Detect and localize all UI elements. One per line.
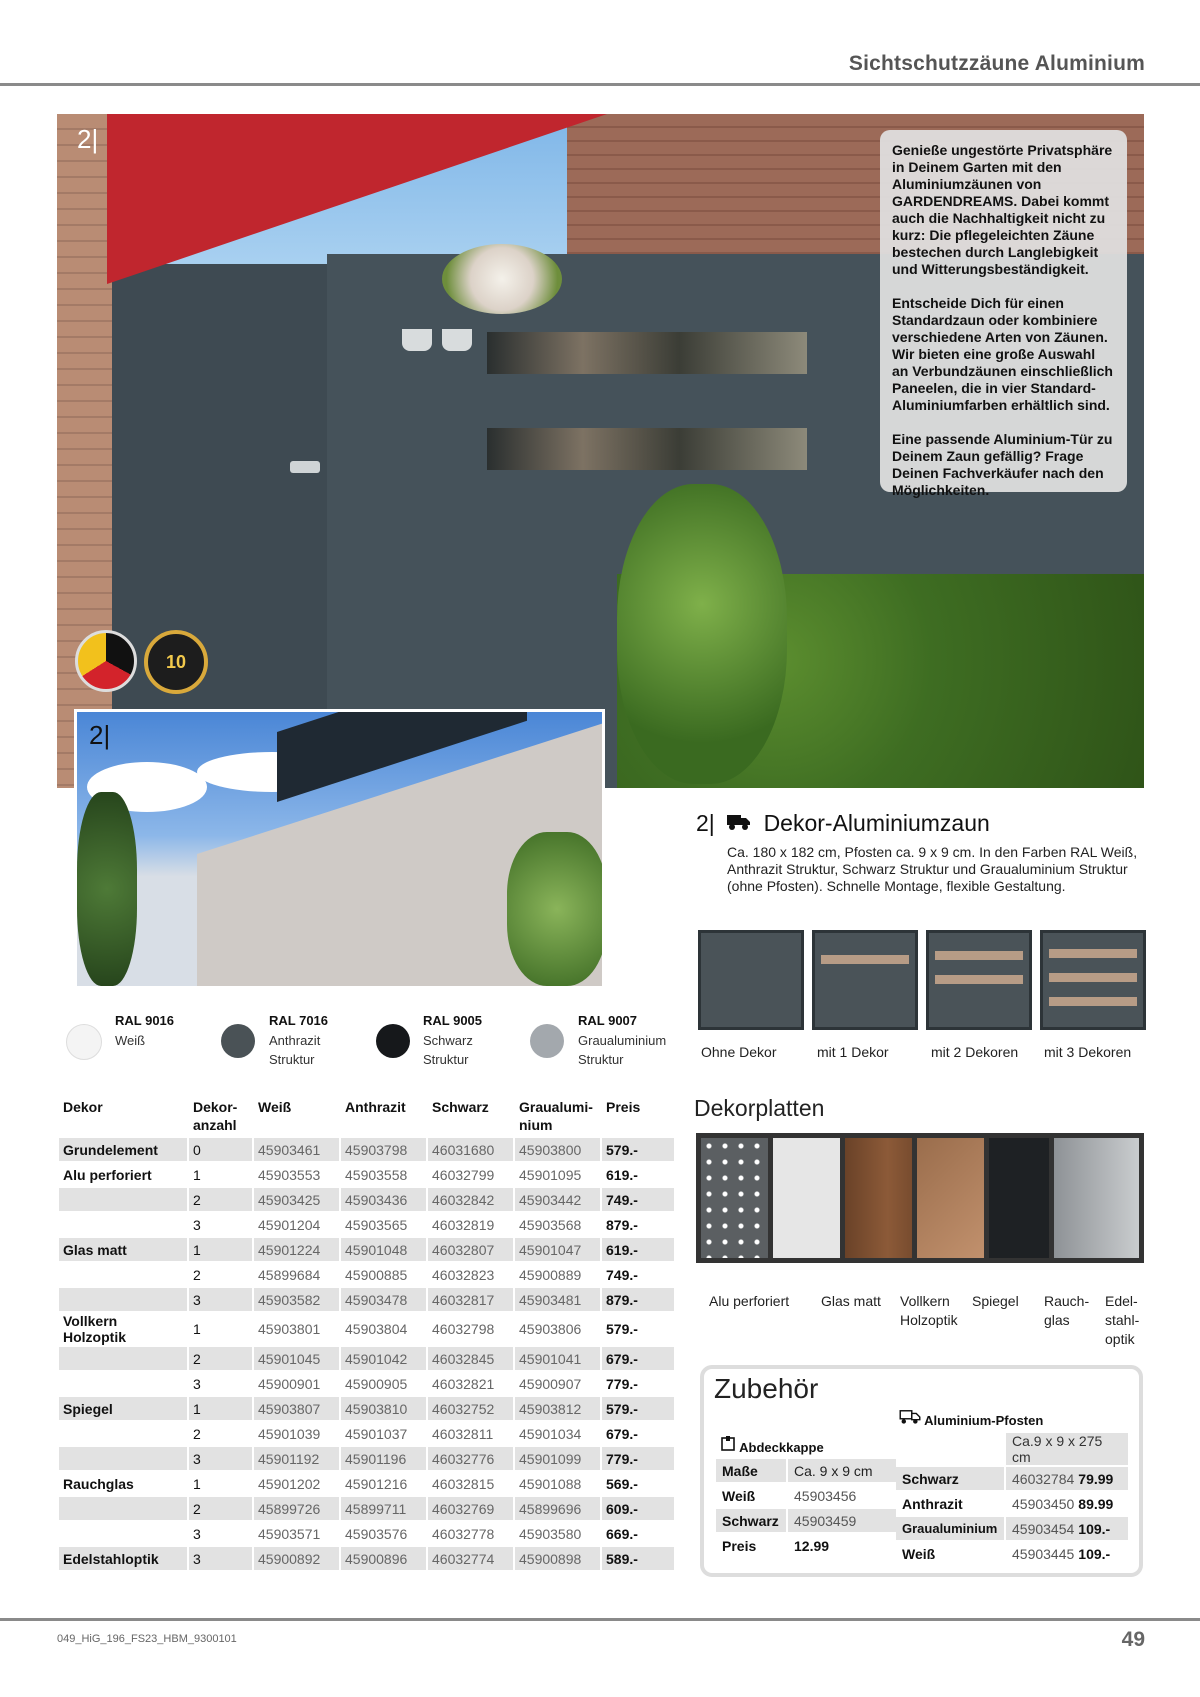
abdeckkappe-key: Schwarz — [716, 1509, 786, 1532]
abdeckkappe-row — [716, 1484, 896, 1507]
cell-schwarz: 46032774 — [428, 1547, 513, 1570]
dekor-thumb-1 — [812, 930, 918, 1030]
cell-schwarz: 46032817 — [428, 1288, 513, 1311]
cell-graualuminium: 45899696 — [515, 1497, 600, 1520]
cell-schwarz: 46032798 — [432, 1321, 495, 1337]
cell-schwarz: 46032845 — [428, 1347, 513, 1370]
cell-anzahl: 1 — [189, 1397, 252, 1420]
made-in-germany-badge — [75, 630, 137, 692]
col-preis: Preis — [606, 1099, 641, 1115]
cell-dekor: Alu perforiert — [63, 1166, 152, 1183]
cell-weiss: 45903571 — [258, 1525, 321, 1542]
dekorplatte-label: Spiegel — [972, 1293, 1019, 1309]
col-graualuminium: Graualumi- nium — [519, 1099, 593, 1133]
cell-anzahl: 0 — [189, 1138, 252, 1161]
abdeckkappe-row — [716, 1459, 896, 1482]
cell-preis: 779.- — [606, 1375, 638, 1392]
cell-preis: 779.- — [602, 1447, 674, 1470]
cell-preis: 879.- — [602, 1288, 674, 1311]
cell-dekor: Edelstahloptik — [59, 1547, 187, 1570]
cell-schwarz: 46032752 — [428, 1397, 513, 1420]
info-paragraph: Genieße ungestörte Privatsphäre in Deinem Garten mit den Aluminiumzäunen von GARDENDREAMS. Dabei kommt auch die Nachhaltigkeit nicht zu kurz: Die pflegeleichten Zäune bestechen durch Langlebigkeit und Witterungsbeständigkeit. — [892, 142, 1113, 277]
abdeckkappe-table — [714, 1457, 898, 1559]
door-handle — [290, 461, 320, 473]
cell-weiss: 45899726 — [254, 1497, 339, 1520]
cell-anthrazit: 45903576 — [345, 1525, 408, 1542]
cell-anzahl: 3 — [189, 1288, 252, 1311]
dekor-label: mit 1 Dekor — [817, 1044, 889, 1060]
cell-preis: 679.- — [606, 1425, 638, 1442]
dekor-stripe — [1049, 997, 1137, 1006]
swatch-ral-9005 — [376, 1024, 410, 1058]
cell-graualuminium: 45903800 — [515, 1138, 600, 1161]
pfosten-heading: Aluminium-Pfosten — [899, 1409, 1043, 1428]
cell-anthrazit: 45900885 — [345, 1266, 408, 1283]
cell-anthrazit: 45903565 — [345, 1216, 408, 1233]
dekorplatte-label: Glas matt — [821, 1293, 881, 1309]
cell-anthrazit: 45901037 — [345, 1425, 408, 1442]
cell-graualuminium: 45903580 — [519, 1525, 582, 1542]
table-row — [59, 1397, 674, 1420]
flower-pot — [442, 329, 472, 351]
table-row — [59, 1263, 674, 1286]
cell-schwarz: 46032778 — [432, 1525, 495, 1542]
cell-preis: 669.- — [606, 1525, 638, 1542]
dekor-label: Ohne Dekor — [701, 1044, 777, 1060]
dekor-stripe — [1049, 949, 1137, 958]
truck-icon — [727, 810, 751, 837]
cell-dekor: Grundelement — [59, 1138, 187, 1161]
cell-preis: 609.- — [602, 1497, 674, 1520]
cell-anthrazit: 45901196 — [341, 1447, 426, 1470]
pfosten-color: Weiß — [902, 1545, 936, 1562]
info-box — [880, 130, 1127, 498]
table-row — [59, 1547, 674, 1570]
cell-preis: 749.- — [606, 1266, 638, 1283]
cell-graualuminium: 45903568 — [519, 1216, 582, 1233]
cell-weiss: 45899684 — [258, 1266, 321, 1283]
cell-schwarz: 46032811 — [432, 1425, 494, 1442]
dekor-thumb-0 — [698, 930, 804, 1030]
ral-code: RAL 9016 — [115, 1013, 175, 1028]
dekor-label: mit 3 Dekoren — [1044, 1044, 1132, 1060]
pfosten-article: 45903450 — [1012, 1495, 1075, 1512]
cell-schwarz: 46032799 — [432, 1166, 495, 1183]
cell-graualuminium: 45903442 — [515, 1188, 600, 1211]
dekor-stripe — [935, 951, 1023, 960]
page-number: 49 — [1121, 1628, 1145, 1651]
fence-slot — [487, 428, 807, 470]
abdeckkappe-value: 45903459 — [788, 1509, 896, 1532]
abdeckkappe-key: Maße — [716, 1459, 786, 1482]
cell-schwarz: 46032842 — [428, 1188, 513, 1211]
table-row — [59, 1497, 674, 1520]
pfosten-row — [896, 1467, 1128, 1490]
swatch-ral-7016 — [221, 1024, 255, 1058]
table-row — [59, 1163, 674, 1186]
abdeckkappe-value: Ca. 9 x 9 cm — [788, 1459, 896, 1482]
inset-label: 2| — [89, 720, 111, 750]
hero-label: 2| — [77, 124, 99, 154]
abdeckkappe-value: 45903456 — [794, 1487, 857, 1504]
cell-weiss: 45900901 — [258, 1375, 321, 1392]
cell-anzahl: 3 — [189, 1547, 252, 1570]
cell-dekor: Rauchglas — [63, 1475, 134, 1492]
cell-anzahl: 3 — [193, 1216, 201, 1233]
pfosten-value — [1006, 1492, 1128, 1515]
cell-weiss: 45901045 — [254, 1347, 339, 1370]
cell-weiss: 45903582 — [254, 1288, 339, 1311]
table-row — [59, 1138, 674, 1161]
cell-preis: 579.- — [602, 1397, 674, 1420]
cell-graualuminium: 45901088 — [519, 1475, 582, 1492]
cell-anzahl: 1 — [193, 1166, 201, 1183]
pfosten-row — [896, 1492, 1128, 1515]
cell-graualuminium: 45901047 — [515, 1238, 600, 1261]
cell-anthrazit: 45903804 — [345, 1321, 408, 1337]
abdeckkappe-row — [716, 1509, 896, 1532]
cell-schwarz: 46032807 — [428, 1238, 513, 1261]
pfosten-value — [1006, 1517, 1128, 1540]
pfosten-price: 79.99 — [1078, 1470, 1114, 1487]
pfosten-size-row — [896, 1433, 1128, 1465]
cell-schwarz: 46032769 — [428, 1497, 513, 1520]
cell-anzahl: 3 — [193, 1525, 201, 1542]
cell-graualuminium: 45903806 — [519, 1321, 582, 1337]
cell-anthrazit: 45903478 — [341, 1288, 426, 1311]
table-row — [59, 1313, 674, 1345]
cell-anzahl: 1 — [193, 1475, 201, 1492]
cell-graualuminium: 45901041 — [515, 1347, 600, 1370]
cell-graualuminium: 45903812 — [515, 1397, 600, 1420]
cell-anthrazit: 45903798 — [341, 1138, 426, 1161]
cell-weiss: 45901224 — [254, 1238, 339, 1261]
cell-anthrazit: 45903558 — [345, 1166, 408, 1183]
cell-anzahl: 1 — [193, 1321, 201, 1337]
pfosten-value — [1006, 1542, 1128, 1565]
cell-weiss: 45903807 — [254, 1397, 339, 1420]
ral-code: RAL 9005 — [423, 1013, 483, 1028]
cell-dekor — [59, 1422, 187, 1445]
plant — [507, 832, 605, 986]
cell-preis: 879.- — [606, 1216, 638, 1233]
table-row — [59, 1522, 674, 1545]
abdeckkappe-value: 12.99 — [794, 1537, 830, 1554]
inset-photo — [74, 709, 605, 989]
cap-icon — [720, 1440, 736, 1455]
cell-graualuminium: 45903481 — [515, 1288, 600, 1311]
cell-anthrazit: 45900896 — [341, 1547, 426, 1570]
cell-dekor — [59, 1447, 187, 1470]
flower-pot-plants — [442, 244, 562, 314]
product-description: Ca. 180 x 182 cm, Pfosten ca. 9 x 9 cm. In den Farben RAL Weiß, Anthrazit Struktur, Schwarz Struktur und Graualuminium Struktur (ohne Pfosten). Schnelle Montage, flexible Gestaltung. — [727, 844, 1138, 894]
header-rule — [0, 83, 1200, 86]
cell-anthrazit: 45899711 — [341, 1497, 426, 1520]
dekorplatte-label: Alu perforiert — [709, 1293, 790, 1309]
product-number: 2| — [696, 810, 715, 836]
cell-weiss: 45903801 — [258, 1321, 321, 1337]
dekor-label: mit 2 Dekoren — [931, 1044, 1019, 1060]
abdeckkappe-key: Weiß — [722, 1487, 756, 1504]
cell-anzahl: 3 — [189, 1447, 252, 1470]
cell-schwarz: 46032823 — [432, 1266, 495, 1283]
col-weiss: Weiß — [258, 1099, 292, 1115]
cell-anthrazit: 45900905 — [345, 1375, 408, 1392]
cell-schwarz: 46032819 — [432, 1216, 495, 1233]
pfosten-row — [896, 1517, 1128, 1540]
dekor-thumb-2 — [926, 930, 1032, 1030]
ral-name: Anthrazit Struktur — [269, 1033, 321, 1067]
product-title: Dekor-Aluminiumzaun — [763, 810, 990, 836]
tree — [77, 792, 137, 986]
dekor-stripe — [1049, 973, 1137, 982]
table-header-row — [59, 1096, 674, 1136]
cell-dekor — [59, 1213, 187, 1236]
cell-dekor: Spiegel — [59, 1397, 187, 1420]
table-row — [59, 1347, 674, 1370]
cell-graualuminium: 45900907 — [519, 1375, 582, 1392]
pfosten-color: Graualuminium — [896, 1517, 1004, 1540]
abdeckkappe-heading: Abdeckkappe — [720, 1436, 824, 1455]
col-schwarz: Schwarz — [432, 1099, 489, 1115]
cell-weiss: 45901039 — [258, 1425, 321, 1442]
cell-graualuminium: 45901034 — [519, 1425, 582, 1442]
abdeckkappe-row — [716, 1534, 896, 1557]
dekor-stripe — [821, 955, 909, 964]
footer-rule — [0, 1618, 1200, 1621]
cell-preis: 589.- — [602, 1547, 674, 1570]
dekor-stripe — [935, 975, 1023, 984]
cell-schwarz: 46032821 — [432, 1375, 495, 1392]
cell-dekor — [59, 1497, 187, 1520]
ral-name: Schwarz Struktur — [423, 1033, 473, 1067]
dekorplatte-label: Vollkern Holzoptik — [900, 1293, 958, 1328]
cell-preis: 679.- — [602, 1347, 674, 1370]
cell-schwarz: 46032815 — [432, 1475, 495, 1492]
truck-icon — [899, 1413, 921, 1428]
warranty-badge: 10 — [144, 630, 208, 694]
cell-anthrazit: 45903810 — [341, 1397, 426, 1420]
cell-dekor — [59, 1288, 187, 1311]
pfosten-price: 109.- — [1078, 1545, 1111, 1562]
ral-name: Graualuminium Struktur — [578, 1033, 667, 1067]
cell-anzahl: 2 — [189, 1347, 252, 1370]
cell-anzahl: 2 — [189, 1497, 252, 1520]
pfosten-value — [1006, 1467, 1128, 1490]
cell-dekor: Vollkern Holzoptik — [63, 1313, 126, 1345]
cell-weiss: 45903461 — [254, 1138, 339, 1161]
info-paragraph: Entscheide Dich für einen Standardzaun oder kombiniere verschiedene Arten von Zäunen. Wir bieten eine große Auswahl an Verbundzäunen einschließlich Paneelen, die in vier Standard-Aluminiumfarben erhältlich sind. — [892, 295, 1113, 413]
pfosten-article: 45903445 — [1012, 1545, 1075, 1562]
pfosten-table — [894, 1431, 1130, 1567]
cell-anzahl: 2 — [193, 1425, 201, 1442]
price-table — [57, 1094, 676, 1572]
pfosten-size: Ca.9 x 9 x 275 cm — [1006, 1433, 1128, 1465]
cell-preis: 619.- — [606, 1166, 638, 1183]
garden-bush — [617, 484, 787, 784]
cell-schwarz: 46032776 — [428, 1447, 513, 1470]
cell-graualuminium: 45901095 — [519, 1166, 582, 1183]
cell-graualuminium: 45900889 — [519, 1266, 582, 1283]
table-row — [59, 1238, 674, 1261]
cell-dekor — [59, 1263, 187, 1286]
info-paragraph: Eine passende Aluminium-Tür zu Deinem Zaun gefällig? Frage Deinen Fachverkäufer nach den Möglichkeiten. — [892, 431, 1113, 498]
table-row — [59, 1188, 674, 1211]
page-title: Sichtschutzzäune Aluminium — [848, 52, 1145, 75]
fence-slot — [487, 332, 807, 374]
cell-weiss: 45901202 — [258, 1475, 321, 1492]
cell-weiss: 45900892 — [254, 1547, 339, 1570]
pfosten-color: Anthrazit — [902, 1495, 963, 1512]
cell-weiss: 45901204 — [258, 1216, 321, 1233]
table-row — [59, 1213, 674, 1236]
col-anthrazit: Anthrazit — [345, 1099, 406, 1115]
cell-preis: 749.- — [602, 1188, 674, 1211]
panel-edelstahloptik — [1049, 1133, 1144, 1263]
cell-preis: 569.- — [606, 1475, 638, 1492]
pfosten-price: 109.- — [1078, 1520, 1111, 1537]
table-row — [59, 1472, 674, 1495]
col-dekor: Dekor — [63, 1099, 103, 1115]
cell-anthrazit: 45901042 — [341, 1347, 426, 1370]
swatch-ral-9016 — [66, 1024, 102, 1060]
cell-dekor — [59, 1522, 187, 1545]
abdeckkappe-key: Preis — [722, 1537, 757, 1554]
cell-anzahl: 2 — [193, 1266, 201, 1283]
cell-dekor — [59, 1188, 187, 1211]
cell-anthrazit: 45901216 — [345, 1475, 408, 1492]
pfosten-article: 46032784 — [1012, 1470, 1075, 1487]
dekor-thumb-3 — [1040, 930, 1146, 1030]
dekorplatte-label: Rauch- glas — [1044, 1293, 1090, 1328]
cell-weiss: 45903425 — [254, 1188, 339, 1211]
pfosten-color: Schwarz — [896, 1467, 1004, 1490]
cell-dekor — [59, 1372, 187, 1395]
cell-anthrazit: 45903436 — [341, 1188, 426, 1211]
cell-schwarz: 46031680 — [428, 1138, 513, 1161]
product-heading — [696, 810, 990, 837]
dekorplatte-label: Edel- stahl- optik — [1105, 1293, 1140, 1347]
cell-anzahl: 1 — [189, 1238, 252, 1261]
table-row — [59, 1372, 674, 1395]
cell-graualuminium: 45900898 — [515, 1547, 600, 1570]
ral-code: RAL 9007 — [578, 1013, 638, 1028]
ral-code: RAL 7016 — [269, 1013, 329, 1028]
swatch-ral-9007 — [530, 1024, 564, 1058]
cell-dekor: Glas matt — [59, 1238, 187, 1261]
zubehoer-title: Zubehör — [714, 1373, 819, 1404]
cell-weiss: 45901192 — [254, 1447, 339, 1470]
cell-weiss: 45903553 — [258, 1166, 321, 1183]
cell-graualuminium: 45901099 — [515, 1447, 600, 1470]
cell-anzahl: 2 — [189, 1188, 252, 1211]
pfosten-price: 89.99 — [1078, 1495, 1114, 1512]
pfosten-row — [896, 1542, 1128, 1565]
cell-anthrazit: 45901048 — [341, 1238, 426, 1261]
cell-preis: 579.- — [602, 1138, 674, 1161]
cell-anzahl: 3 — [193, 1375, 201, 1392]
cell-dekor — [59, 1347, 187, 1370]
cell-preis: 579.- — [606, 1321, 638, 1337]
col-anzahl: Dekor- anzahl — [193, 1099, 238, 1133]
table-row — [59, 1422, 674, 1445]
dekorplatten-image — [696, 1133, 1144, 1273]
ral-name: Weiß — [115, 1033, 146, 1048]
dekorplatten-title: Dekorplatten — [694, 1095, 825, 1121]
cell-preis: 619.- — [602, 1238, 674, 1261]
footer-code: 049_HiG_196_FS23_HBM_9300101 — [57, 1633, 237, 1645]
table-row — [59, 1447, 674, 1470]
pfosten-article: 45903454 — [1012, 1520, 1075, 1537]
table-row — [59, 1288, 674, 1311]
flower-pot — [402, 329, 432, 351]
